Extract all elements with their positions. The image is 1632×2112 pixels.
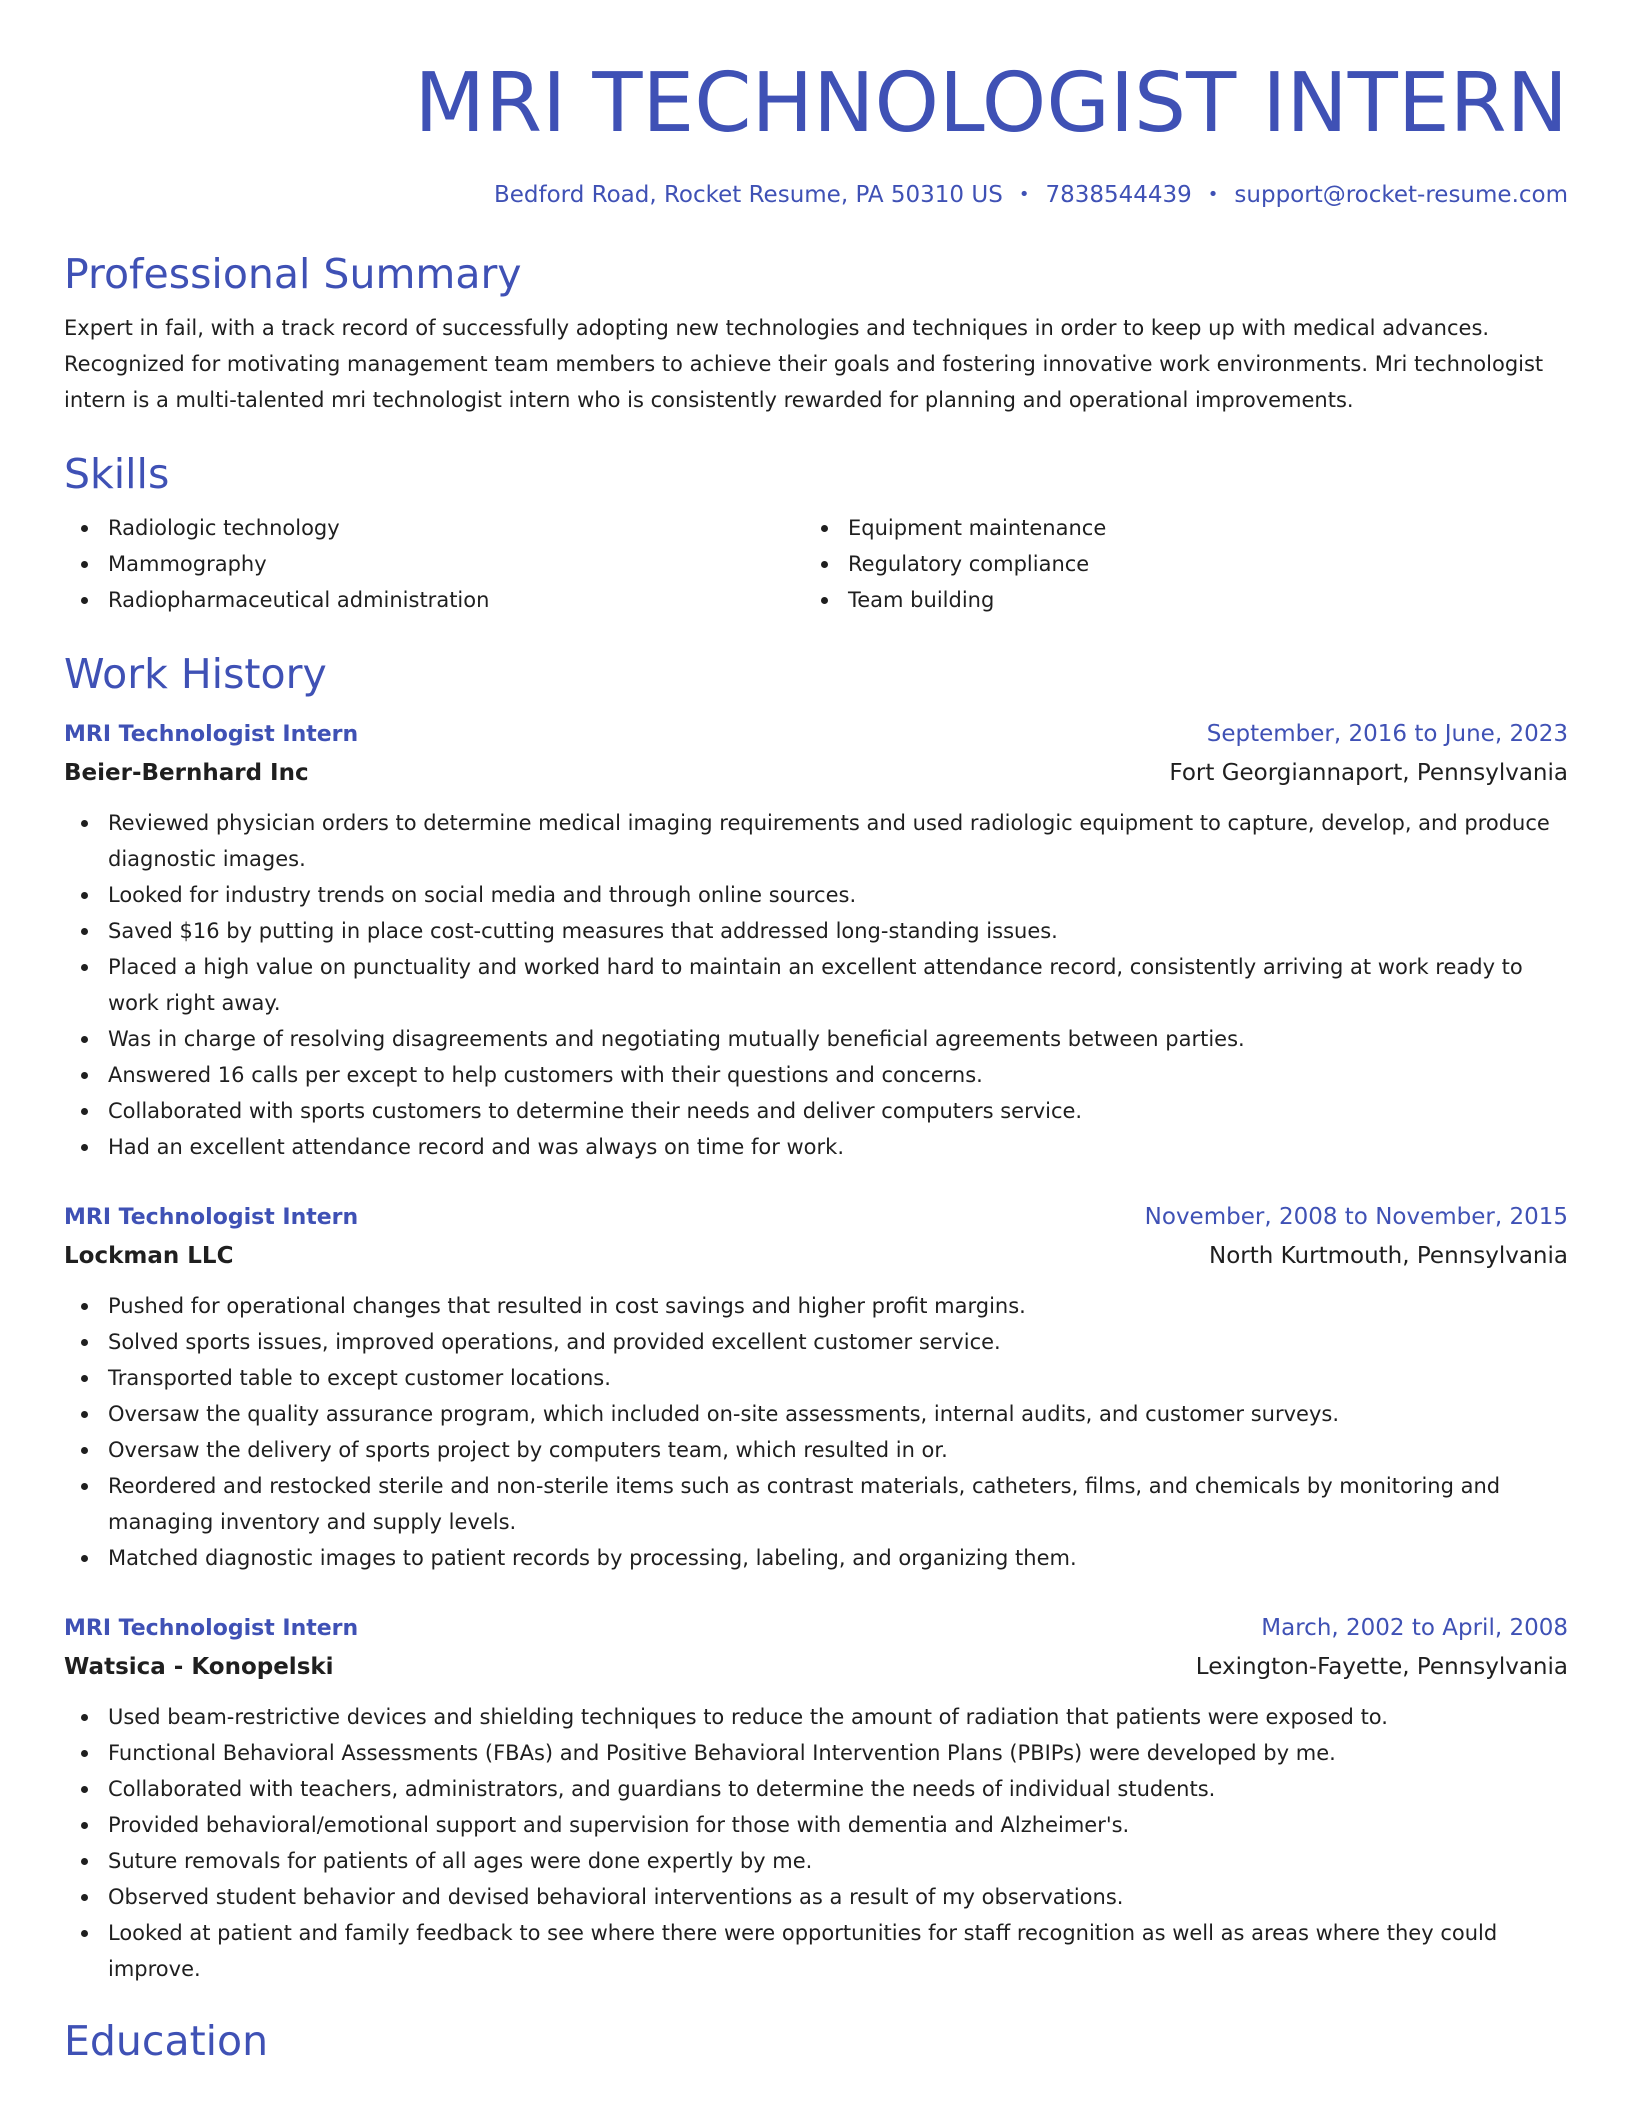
- job-bullet: Oversaw the delivery of sports project by computers team, which resulted in or.: [64, 1432, 1568, 1468]
- job-location: Lexington-Fayette, Pennsylvania: [1195, 1654, 1568, 1680]
- education-section: [64, 2015, 1568, 2067]
- job-employer-row: [64, 1647, 1568, 1687]
- job-bullet: Observed student behavior and devised behavioral interventions as a result of my observations.: [64, 1879, 1568, 1915]
- job-dates: September, 2016 to June, 2023: [1206, 721, 1568, 747]
- skills-list-left: [64, 510, 804, 618]
- contact-phone: 7838544439: [1045, 182, 1192, 208]
- job-employer-row: [64, 1236, 1568, 1276]
- job-title: MRI Technologist Intern: [64, 1616, 359, 1641]
- skills-grid: [64, 510, 1568, 618]
- job-bullet: Pushed for operational changes that resulted in cost savings and higher profit margins.: [64, 1288, 1568, 1324]
- contact-separator: •: [1018, 184, 1030, 205]
- job-location: Fort Georgiannaport, Pennsylvania: [1169, 760, 1568, 786]
- job-bullet: Reordered and restocked sterile and non-sterile items such as contrast materials, catheters, films, and chemicals by monitoring and managing inventory and supply levels.: [64, 1468, 1568, 1540]
- job-bullet-list: [64, 1699, 1568, 1987]
- job-bullet-list: [64, 805, 1568, 1165]
- job-bullet-list: [64, 1288, 1568, 1576]
- job-bullet: Answered 16 calls per except to help customers with their questions and concerns.: [64, 1057, 1568, 1093]
- candidate-name: MRI TECHNOLOGIST INTERN: [414, 56, 1568, 151]
- section-heading-skills: Skills: [64, 450, 170, 498]
- skill-item: Regulatory compliance: [804, 546, 1544, 582]
- job-bullet: Was in charge of resolving disagreements and negotiating mutually beneficial agreements between parties.: [64, 1021, 1568, 1057]
- job-header-row: [64, 1199, 1568, 1236]
- skills-list-right: [804, 510, 1544, 618]
- skill-item: Radiologic technology: [64, 510, 804, 546]
- summary-text: Expert in fail, with a track record of successfully adopting new technologies and techniques in order to keep up with medical advances. Recognized for motivating management team members to achieve their goals and fostering innovative work environments. Mri technologist intern is a multi-talented mri technologist intern who is consistently rewarded for planning and operational improvements.: [64, 316, 1544, 412]
- job-bullet: Had an excellent attendance record and was always on time for work.: [64, 1129, 1568, 1165]
- contact-separator: •: [1207, 184, 1219, 205]
- job-dates: November, 2008 to November, 2015: [1144, 1204, 1568, 1230]
- job-company: Lockman LLC: [64, 1243, 234, 1269]
- job-entry: [64, 716, 1568, 1165]
- job-company: Beier-Bernhard Inc: [64, 760, 309, 786]
- job-dates: March, 2002 to April, 2008: [1261, 1615, 1568, 1641]
- job-company: Watsica - Konopelski: [64, 1654, 334, 1680]
- job-bullet: Suture removals for patients of all ages were done expertly by me.: [64, 1843, 1568, 1879]
- job-header-row: [64, 716, 1568, 753]
- job-bullet: Collaborated with sports customers to determine their needs and deliver computers service.: [64, 1093, 1568, 1129]
- skill-item: Team building: [804, 582, 1544, 618]
- job-bullet: Looked at patient and family feedback to see where there were opportunities for staff recognition as well as areas where they could improve.: [64, 1915, 1568, 1987]
- job-bullet: Solved sports issues, improved operations, and provided excellent customer service.: [64, 1324, 1568, 1360]
- job-location: North Kurtmouth, Pennsylvania: [1208, 1243, 1568, 1269]
- job-bullet: Placed a high value on punctuality and worked hard to maintain an excellent attendance record, consistently arriving at work ready to work right away.: [64, 949, 1568, 1021]
- resume-header: [64, 0, 1568, 210]
- job-entry: [64, 1199, 1568, 1576]
- contact-email[interactable]: support@rocket-resume.com: [1234, 182, 1568, 208]
- skill-item: Equipment maintenance: [804, 510, 1544, 546]
- skill-item: Radiopharmaceutical administration: [64, 582, 804, 618]
- contact-line: [64, 180, 1568, 210]
- job-bullet: Oversaw the quality assurance program, which included on-site assessments, internal audits, and customer surveys.: [64, 1396, 1568, 1432]
- job-header-row: [64, 1610, 1568, 1647]
- skill-item: Mammography: [64, 546, 804, 582]
- section-heading-summary: Professional Summary: [64, 250, 522, 298]
- job-bullet: Used beam-restrictive devices and shielding techniques to reduce the amount of radiation that patients were exposed to.: [64, 1699, 1568, 1735]
- job-entry: [64, 1610, 1568, 1987]
- contact-address: Bedford Road, Rocket Resume, PA 50310 US: [493, 182, 1003, 208]
- job-bullet: Reviewed physician orders to determine medical imaging requirements and used radiologic equipment to capture, develop, and produce diagnostic images.: [64, 805, 1568, 877]
- work-history-section: [64, 648, 1568, 1987]
- job-employer-row: [64, 753, 1568, 793]
- skills-section: [64, 448, 1568, 618]
- job-bullet: Looked for industry trends on social media and through online sources.: [64, 877, 1568, 913]
- job-bullet: Matched diagnostic images to patient records by processing, labeling, and organizing them.: [64, 1540, 1568, 1576]
- job-bullet: Saved $16 by putting in place cost-cutting measures that addressed long-standing issues.: [64, 913, 1568, 949]
- job-title: MRI Technologist Intern: [64, 1205, 359, 1230]
- professional-summary-section: [64, 248, 1568, 418]
- job-title: MRI Technologist Intern: [64, 722, 359, 747]
- job-bullet: Collaborated with teachers, administrators, and guardians to determine the needs of individual students.: [64, 1771, 1568, 1807]
- job-bullet: Functional Behavioral Assessments (FBAs) and Positive Behavioral Intervention Plans (PBIPs) were developed by me.: [64, 1735, 1568, 1771]
- job-bullet: Transported table to except customer locations.: [64, 1360, 1568, 1396]
- job-bullet: Provided behavioral/emotional support and supervision for those with dementia and Alzheimer's.: [64, 1807, 1568, 1843]
- section-heading-education: Education: [64, 2017, 269, 2065]
- section-heading-work-history: Work History: [64, 650, 327, 698]
